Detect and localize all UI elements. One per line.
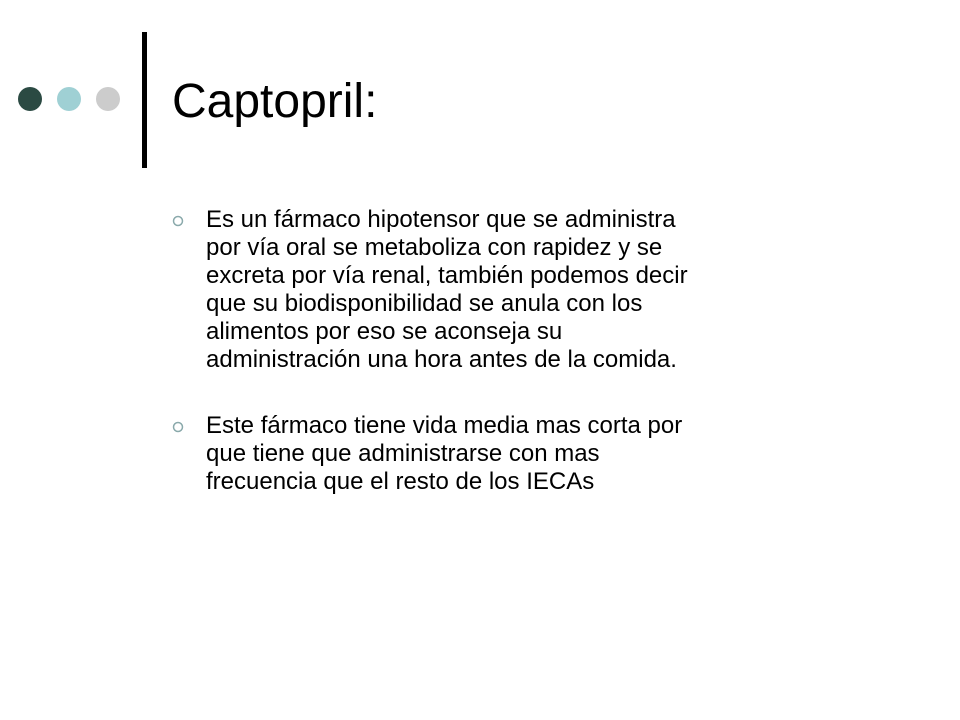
slide-title: Captopril: <box>172 75 378 128</box>
bullet-text-line: que su biodisponibilidad se anula con los <box>206 290 643 317</box>
ring-bullet-icon <box>172 421 184 433</box>
bullet-text-line: Este fármaco tiene vida media mas corta por <box>206 412 683 439</box>
bullet-text-line: excreta por vía renal, también podemos decir <box>206 262 688 289</box>
bullet-item-1 <box>172 206 872 374</box>
teal-dot-decoration <box>57 87 81 111</box>
bullet-text-line: administración una hora antes de la comida. <box>206 346 677 373</box>
title-divider <box>142 32 147 168</box>
bullet-text-line: frecuencia que el resto de los IECAs <box>206 468 595 495</box>
dark-dot-decoration <box>18 87 42 111</box>
bullet-text-line: por vía oral se metaboliza con rapidez y se <box>206 234 663 261</box>
bullet-item-2 <box>172 412 872 496</box>
gray-dot-decoration <box>96 87 120 111</box>
ring-bullet-icon <box>172 215 184 227</box>
bullet-text-line: Es un fármaco hipotensor que se administra <box>206 206 676 233</box>
bullet-text-line: alimentos por eso se aconseja su <box>206 318 563 345</box>
slide-content <box>172 206 872 534</box>
bullet-text-line: que tiene que administrarse con mas <box>206 440 600 467</box>
